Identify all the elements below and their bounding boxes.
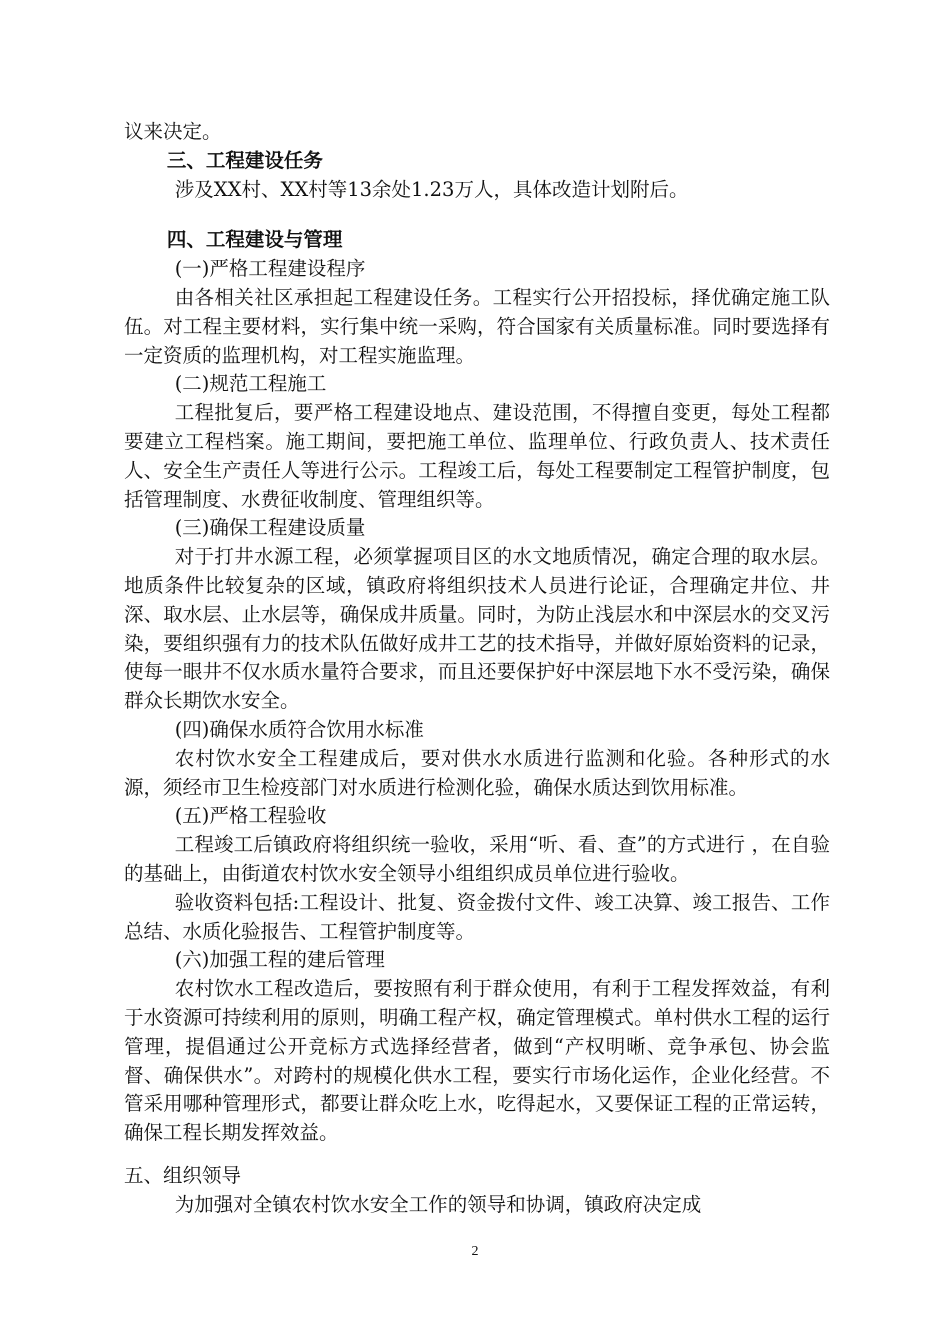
- subheading-4-3: (三)确保工程建设质量: [174, 516, 366, 540]
- paragraph-4-3: 对于打井水源工程，必须掌握项目区的水文地质情况，确定合理的取水层。地质条件比较复杂的区域，镇政府将组织技术人员进行论证，合理确定井位、井深、取水层、止水层等，确保成井质量。同时，为防止浅层水和中深层水的交叉污染，要组织强有力的技术队伍做好成井工艺的技术指导，并做好原始资料的记录，使每一眼井不仅水质水量符合要求，而且还要保护好中深层地下水不受污染，确保群众长期饮水安全。: [124, 545, 830, 713]
- subheading-4-2: (二)规范工程施工: [174, 372, 327, 396]
- heading-section-3: 三、工程建设任务: [166, 148, 323, 172]
- subheading-4-4: (四)确保水质符合饮用水标准: [174, 717, 424, 741]
- paragraph-4-5a: 工程竣工后镇政府将组织统一验收，采用“听、看、查”的方式进行 ，在自验的基础上，由街道农村饮水安全领导小组组织成员单位进行验收。: [124, 833, 830, 885]
- paragraph-4-2: 工程批复后，要严格工程建设地点、建设范围，不得擅自变更，每处工程都要建立工程档案。施工期间，要把施工单位、监理单位、行政负责人、技术责任人、安全生产责任人等进行公示。工程竣工后，每处工程要制定工程管护制度，包括管理制度、水费征收制度、管理组织等。: [124, 401, 830, 511]
- paragraph-section-3: 涉及XX村、XX村等13余处1.23万人，具体改造计划附后。: [174, 177, 689, 201]
- paragraph-4-1: 由各相关社区承担起工程建设任务。工程实行公开招投标，择优确定施工队伍。对工程主要材料，实行集中统一采购，符合国家有关质量标准。同时要选择有一定资质的监理机构，对工程实施监理。: [124, 285, 830, 367]
- paragraph-continued: 议来决定。: [124, 120, 222, 143]
- paragraph-section-5: 为加强对全镇农村饮水安全工作的领导和协调，镇政府决定成: [174, 1192, 702, 1216]
- subheading-4-5: (五)严格工程验收: [174, 804, 327, 828]
- page-number: 2: [471, 1244, 479, 1259]
- paragraph-4-5b: 验收资料包括:工程设计、批复、资金拨付文件、竣工决算、竣工报告、工作总结、水质化验报告、工程管护制度等。: [124, 890, 830, 943]
- subheading-4-1: (一)严格工程建设程序: [174, 257, 366, 281]
- subheading-4-6: (六)加强工程的建后管理: [174, 948, 385, 972]
- paragraph-4-4: 农村饮水安全工程建成后，要对供水水质进行监测和化验。各种形式的水源，须经市卫生检疫部门对水质进行检测化验，确保水质达到饮用标准。: [124, 746, 830, 799]
- paragraph-4-6: 农村饮水工程改造后，要按照有利于群众使用，有利于工程发挥效益，有利于水资源可持续利用的原则，明确工程产权，确定管理模式。单村供水工程的运行管理，提倡通过公开竞标方式选择经营者，做到“产权明晰、竞争承包、协会监督、确保供水”。对跨村的规模化供水工程，要实行市场化运作，企业化经营。不管采用哪种管理形式，都要让群众吃上水，吃得起水，又要保证工程的正常运转，确保工程长期发挥效益。: [124, 977, 830, 1145]
- heading-section-4: 四、工程建设与管理: [166, 228, 343, 252]
- heading-section-5: 五、组织领导: [124, 1163, 242, 1187]
- document-body: [124, 118, 830, 1219]
